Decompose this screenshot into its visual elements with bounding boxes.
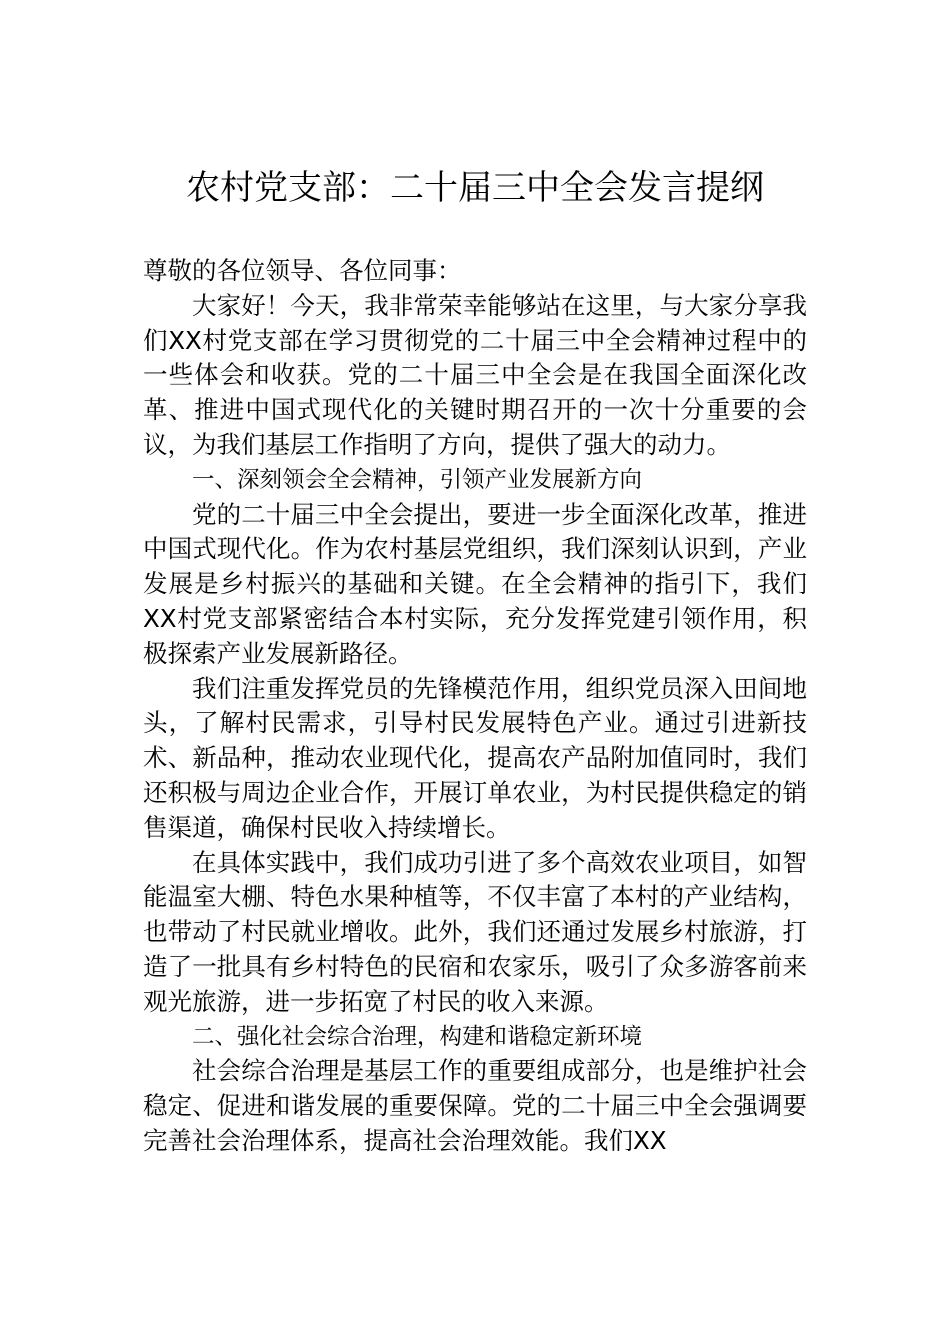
paragraph-3: 在具体实践中，我们成功引进了多个高效农业项目，如智能温室大棚、特色水果种植等，不仅丰富了本村的产业结构，也带动了村民就业增收。此外，我们还通过发展乡村旅游，打造了一批具有乡村特色的民宿和农家乐，吸引了众多游客前来观光旅游，进一步拓宽了村民的收入来源。 (143, 847, 807, 1016)
salutation: 尊敬的各位领导、各位同事： (143, 256, 462, 285)
document-body (143, 254, 807, 1159)
paragraph-2: 我们注重发挥党员的先锋模范作用，组织党员深入田间地头，了解村民需求，引导村民发展特色产业。通过引进新技术、新品种，推动农业现代化，提高农产品附加值同时，我们还积极与周边企业合作，开展订单农业，为村民提供稳定的销售渠道，确保村民收入持续增长。 (143, 673, 807, 842)
document-title: 农村党支部：二十届三中全会发言提纲 (186, 168, 764, 208)
section-heading-2: 二、强化社会综合治理，构建和谐稳定新环境 (192, 1023, 643, 1050)
paragraph-intro: 大家好！今天，我非常荣幸能够站在这里，与大家分享我们XX村党支部在学习贯彻党的二十届三中全会精神过程中的一些体会和收获。党的二十届三中全会是在我国全面深化改革、推进中国式现代化的关键时期召开的一次十分重要的会议，为我们基层工作指明了方向，提供了强大的动力。 (143, 290, 807, 459)
paragraph-1: 党的二十届三中全会提出，要进一步全面深化改革，推进中国式现代化。作为农村基层党组织，我们深刻认识到，产业发展是乡村振兴的基础和关键。在全会精神的指引下，我们XX村党支部紧密结合本村实际，充分发挥党建引领作用，积极探索产业发展新路径。 (143, 499, 807, 668)
section-heading-1: 一、深刻领会全会精神，引领产业发展新方向 (192, 466, 643, 493)
paragraph-4: 社会综合治理是基层工作的重要组成部分，也是维护社会稳定、促进和谐发展的重要保障。党的二十届三中全会强调要完善社会治理体系，提高社会治理效能。我们XX (143, 1056, 807, 1155)
